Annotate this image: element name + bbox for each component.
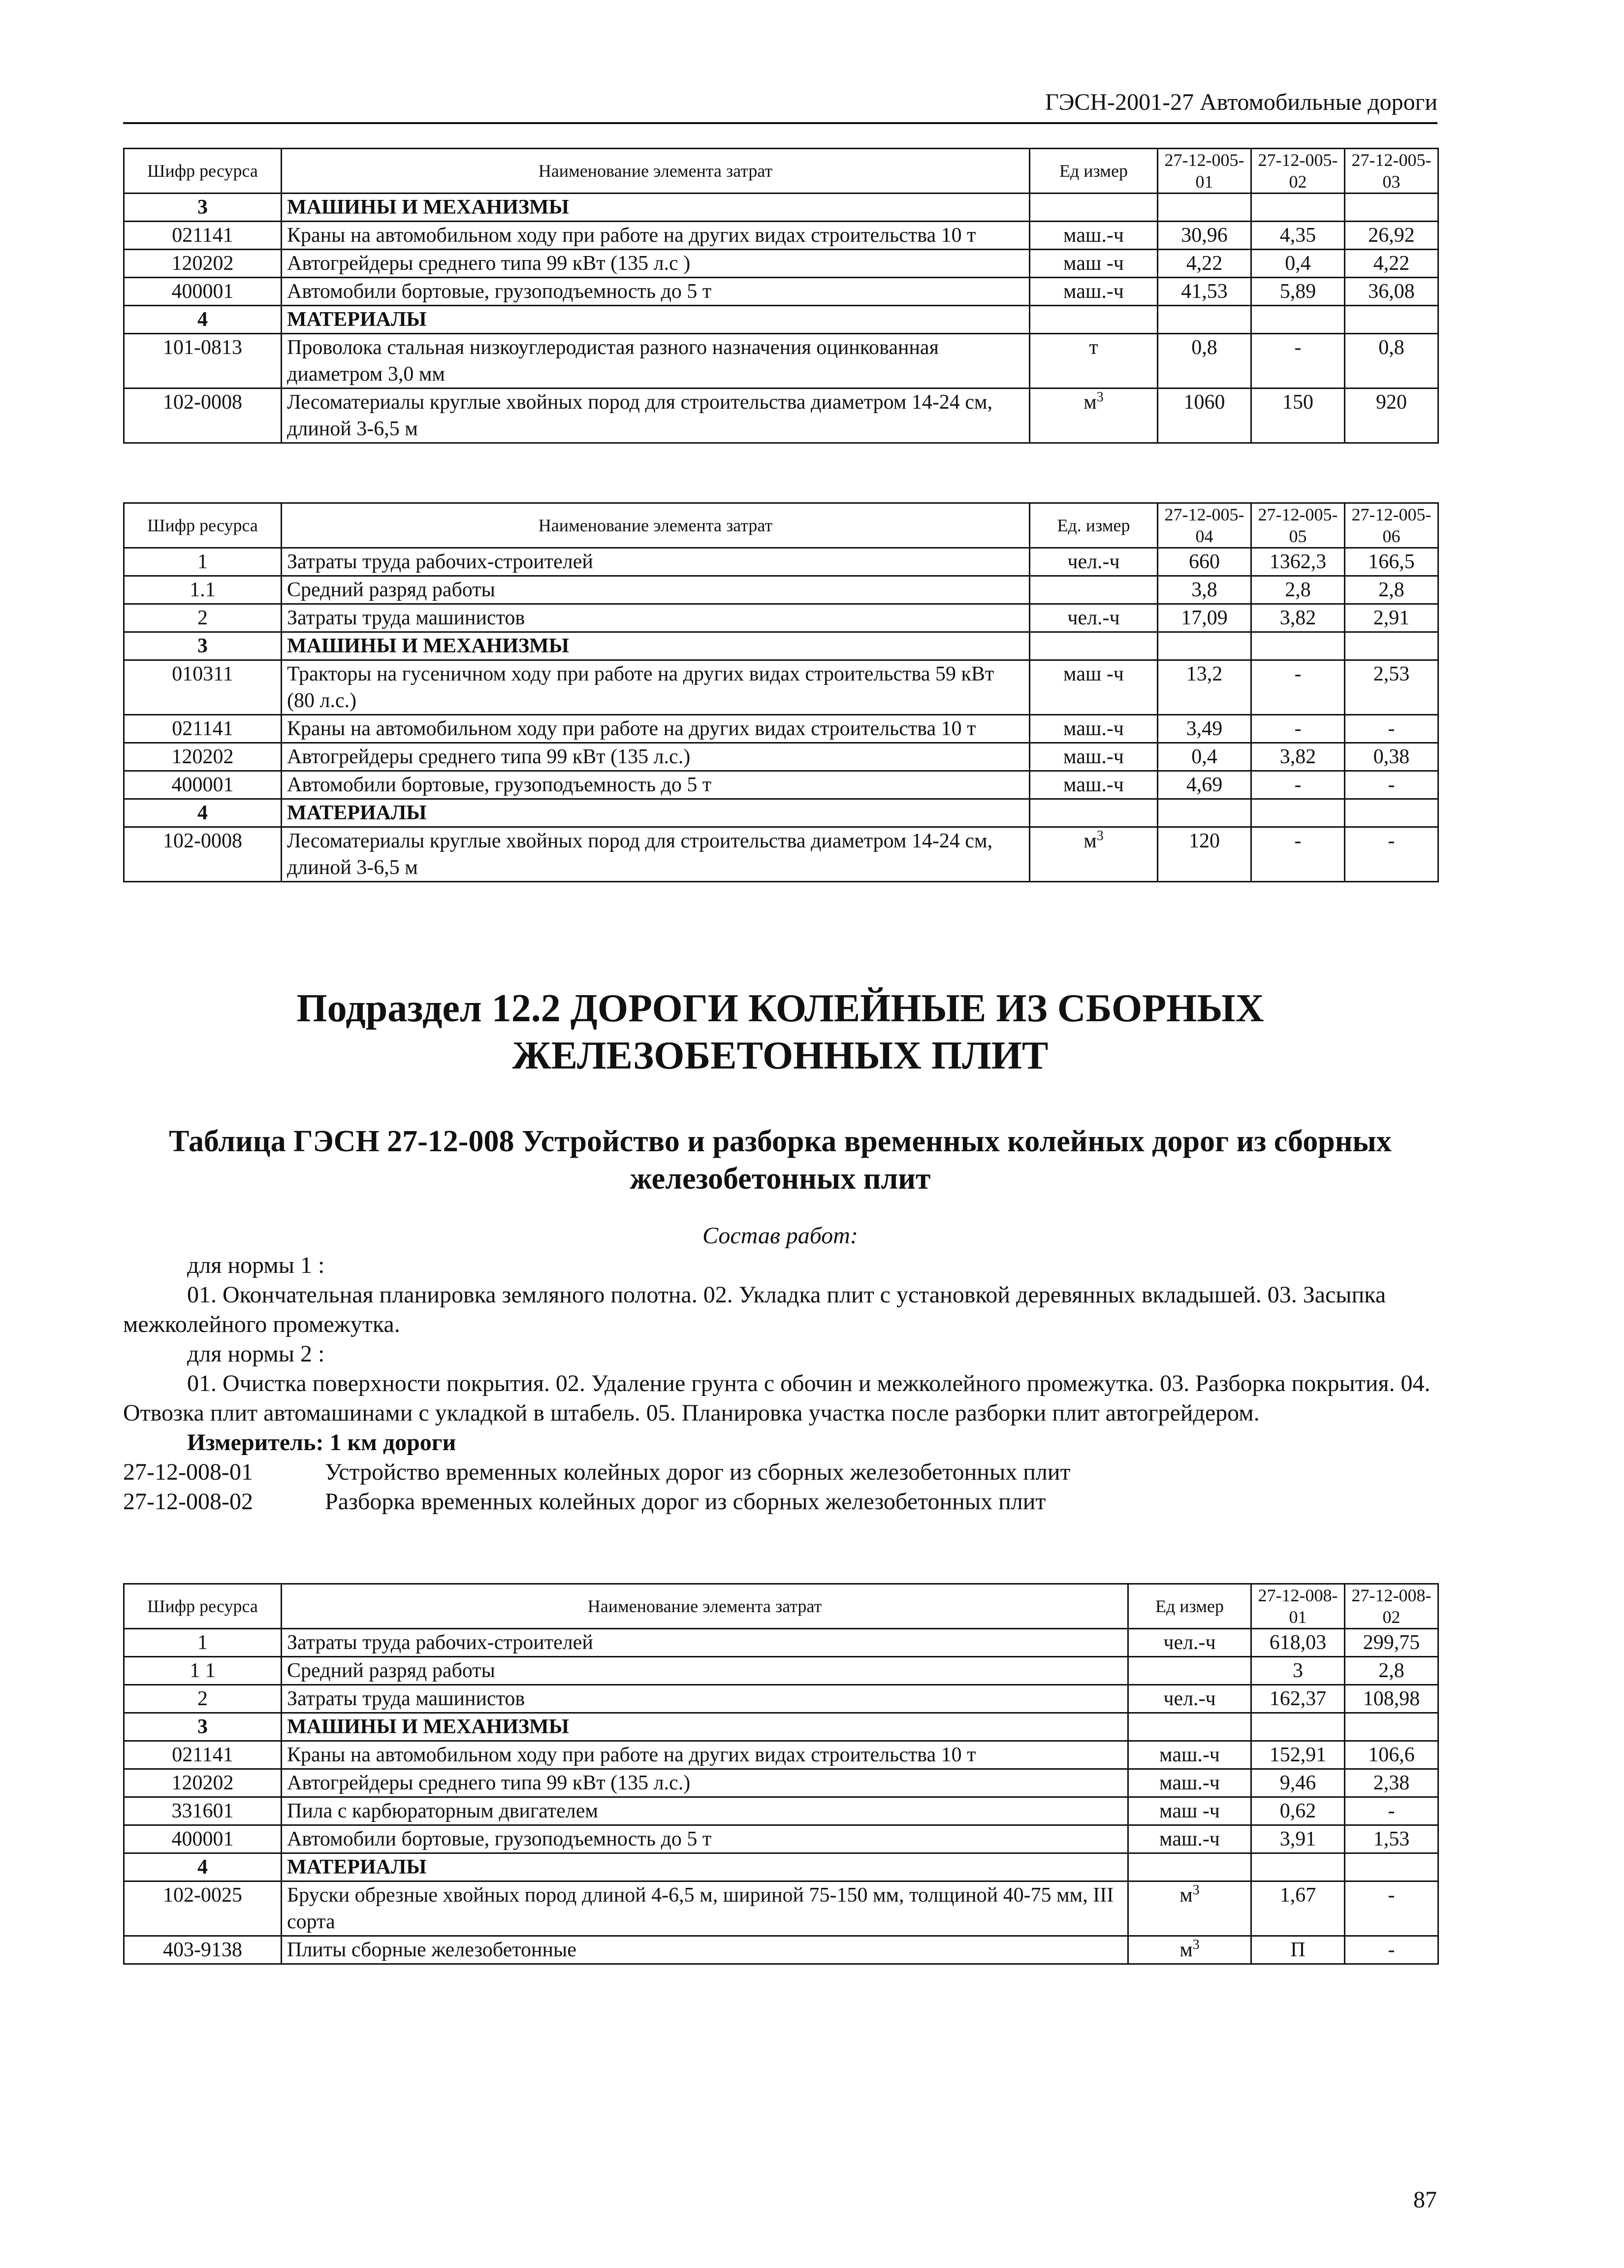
value-cell: - [1345, 1881, 1438, 1936]
value-cell: 0,4 [1251, 250, 1345, 278]
resource-code: 2 [124, 1685, 282, 1713]
unit-cell [1128, 1713, 1251, 1741]
unit-cell: чел.-ч [1030, 604, 1158, 632]
resource-code: 021141 [124, 1741, 282, 1769]
value-cell: 3,8 [1158, 576, 1251, 604]
resource-code: 102-0025 [124, 1881, 282, 1936]
value-cell: - [1251, 715, 1345, 743]
value-cell [1345, 799, 1438, 827]
value-cell [1158, 799, 1251, 827]
value-cell [1158, 632, 1251, 660]
value-cell: 3,82 [1251, 743, 1345, 771]
unit-cell [1030, 632, 1158, 660]
value-cell: 108,98 [1345, 1685, 1438, 1713]
value-cell: - [1345, 1797, 1438, 1825]
value-cell: 3,91 [1251, 1825, 1345, 1853]
table-title: Таблица ГЭСН 27-12-008 Устройство и разборка временных колейных дорог из сборных железобетонных плит [169, 1125, 1392, 1196]
table-row [124, 1629, 1438, 1657]
resource-code: 400001 [124, 278, 282, 306]
value-cell: 17,09 [1158, 604, 1251, 632]
resource-name: Затраты труда машинистов [282, 1685, 1128, 1713]
resource-name: Автогрейдеры среднего типа 99 кВт (135 л.с.) [282, 743, 1030, 771]
page-header [123, 88, 1437, 124]
table-row [124, 1741, 1438, 1769]
table-row [124, 1769, 1438, 1797]
resource-code: 2 [124, 604, 282, 632]
value-cell: 660 [1158, 548, 1251, 576]
table-row [124, 604, 1438, 632]
norm2-label: для нормы 2 : [187, 1341, 325, 1367]
value-cell [1251, 1853, 1345, 1881]
measurer: Измеритель: 1 км дороги [187, 1429, 456, 1456]
resource-code: 4 [124, 306, 282, 334]
unit-cell [1030, 799, 1158, 827]
resource-code: 102-0008 [124, 389, 282, 443]
value-cell: 0,62 [1251, 1797, 1345, 1825]
composition-title: Состав работ: [702, 1223, 858, 1249]
value-cell: 1060 [1158, 389, 1251, 443]
unit-cell: маш.-ч [1030, 743, 1158, 771]
resource-table-005-04-06 [123, 502, 1439, 882]
header-row [124, 503, 1438, 548]
table-row [124, 222, 1438, 250]
table-row [124, 250, 1438, 278]
resource-name: Лесоматериалы круглые хвойных пород для строительства диаметром 14-24 см, длиной 3-6,5 м [282, 827, 1030, 882]
unit-cell: маш.-ч [1030, 222, 1158, 250]
header-unit: Ед. измер [1030, 503, 1158, 548]
table-row [124, 1936, 1438, 1964]
header-name: Наименование элемента затрат [282, 503, 1030, 548]
value-cell: 4,35 [1251, 222, 1345, 250]
value-cell: 166,5 [1345, 548, 1438, 576]
value-cell [1251, 306, 1345, 334]
table-row [124, 660, 1438, 715]
value-cell: 0,38 [1345, 743, 1438, 771]
unit-cell: $м^3$ [1128, 1881, 1251, 1936]
value-cell: 4,69 [1158, 771, 1251, 799]
value-cell: - [1251, 660, 1345, 715]
value-cell: 162,37 [1251, 1685, 1345, 1713]
unit-cell: т [1030, 334, 1158, 389]
unit-cell: $м^3$ [1128, 1936, 1251, 1964]
value-cell: 26,92 [1345, 222, 1438, 250]
header-norm-code: 27-12-005-02 [1251, 149, 1345, 194]
header-row [124, 1584, 1438, 1629]
value-cell: - [1345, 771, 1438, 799]
resource-name: Плиты сборные железобетонные [282, 1936, 1128, 1964]
value-cell: 150 [1251, 389, 1345, 443]
resource-code: 120202 [124, 743, 282, 771]
resource-code: 102-0008 [124, 827, 282, 882]
unit-cell: маш.-ч [1128, 1825, 1251, 1853]
resource-name: Пила с карбюраторным двигателем [282, 1797, 1128, 1825]
value-cell: - [1251, 827, 1345, 882]
resource-name: Автогрейдеры среднего типа 99 кВт (135 л.с ) [282, 250, 1030, 278]
value-cell: 3,49 [1158, 715, 1251, 743]
value-cell: - [1345, 715, 1438, 743]
resource-name: Затраты труда рабочих-строителей [282, 548, 1030, 576]
resource-code: 021141 [124, 222, 282, 250]
unit-cell: маш.-ч [1128, 1741, 1251, 1769]
value-cell [1251, 1713, 1345, 1741]
value-cell: 1,53 [1345, 1825, 1438, 1853]
value-cell: 3,82 [1251, 604, 1345, 632]
value-cell: 2,53 [1345, 660, 1438, 715]
value-cell: 0,8 [1158, 334, 1251, 389]
norm-text: Устройство временных колейных дорог из сборных железобетонных плит [325, 1459, 1071, 1485]
table-row [124, 743, 1438, 771]
page-number: 87 [1413, 2187, 1437, 2213]
resource-name: МАТЕРИАЛЫ [282, 306, 1030, 334]
value-cell [1345, 632, 1438, 660]
unit-cell: маш.-ч [1128, 1769, 1251, 1797]
unit-cell [1030, 194, 1158, 222]
resource-name: Краны на автомобильном ходу при работе на других видах строительства 10 т [282, 715, 1030, 743]
resource-code: 1 [124, 548, 282, 576]
header-name: Наименование элемента затрат [282, 149, 1030, 194]
resource-name: Бруски обрезные хвойных пород длиной 4-6,5 м, шириной 75-150 мм, толщиной 40-75 мм, III сорта [282, 1881, 1128, 1936]
table-row [124, 1825, 1438, 1853]
header-norm-code: 27-12-005-01 [1158, 149, 1251, 194]
norm-item [123, 1458, 1437, 1487]
resource-code: 400001 [124, 771, 282, 799]
value-cell: - [1345, 827, 1438, 882]
unit-cell [1128, 1853, 1251, 1881]
resource-code: 331601 [124, 1797, 282, 1825]
table-row [124, 1881, 1438, 1936]
table-row [124, 576, 1438, 604]
value-cell [1158, 194, 1251, 222]
resource-code: 403-9138 [124, 1936, 282, 1964]
section-row [124, 799, 1438, 827]
table-row [124, 334, 1438, 389]
resource-code: 1.1 [124, 576, 282, 604]
unit-cell: чел.-ч [1128, 1685, 1251, 1713]
value-cell: 2,8 [1345, 576, 1438, 604]
header-norm-code: 27-12-008-01 [1251, 1584, 1345, 1629]
norm-text: Разборка временных колейных дорог из сборных железобетонных плит [325, 1489, 1046, 1515]
resource-name: Затраты труда машинистов [282, 604, 1030, 632]
norm1-text: 01. Окончательная планировка земляного полотна. 02. Укладка плит с установкой деревянных вкладышей. 03. Засыпка межколейного промежутка. [123, 1282, 1386, 1337]
value-cell: 41,53 [1158, 278, 1251, 306]
resource-name: Проволока стальная низкоуглеродистая разного назначения оцинкованная диаметром 3,0 мм [282, 334, 1030, 389]
table-row [124, 278, 1438, 306]
header-code: Шифр ресурса [124, 1584, 282, 1629]
resource-name: Средний разряд работы [282, 576, 1030, 604]
header-norm-code: 27-12-005-03 [1345, 149, 1438, 194]
header-name: Наименование элемента затрат [282, 1584, 1128, 1629]
table-row [124, 1657, 1438, 1685]
unit-cell [1030, 306, 1158, 334]
resource-name: МАТЕРИАЛЫ [282, 1853, 1128, 1881]
value-cell: - [1345, 1936, 1438, 1964]
resource-name: Автогрейдеры среднего типа 99 кВт (135 л.с.) [282, 1769, 1128, 1797]
resource-code: 3 [124, 632, 282, 660]
resource-code: 120202 [124, 1769, 282, 1797]
value-cell: 9,46 [1251, 1769, 1345, 1797]
value-cell: 5,89 [1251, 278, 1345, 306]
unit-cell: $м^3$ [1030, 827, 1158, 882]
value-cell [1345, 194, 1438, 222]
section-row [124, 1853, 1438, 1881]
value-cell: 30,96 [1158, 222, 1251, 250]
norm1-label: для нормы 1 : [187, 1252, 325, 1278]
table-row [124, 715, 1438, 743]
resource-name: Автомобили бортовые, грузоподъемность до 5 т [282, 278, 1030, 306]
table-row [124, 1685, 1438, 1713]
unit-cell: $м^3$ [1030, 389, 1158, 443]
value-cell: 13,2 [1158, 660, 1251, 715]
value-cell: 1,67 [1251, 1881, 1345, 1936]
work-composition [123, 1221, 1437, 1517]
value-cell: П [1251, 1936, 1345, 1964]
resource-code: 1 [124, 1629, 282, 1657]
header-code: Шифр ресурса [124, 149, 282, 194]
unit-cell: маш -ч [1030, 250, 1158, 278]
resource-name: Автомобили бортовые, грузоподъемность до 5 т [282, 771, 1030, 799]
resource-code: 010311 [124, 660, 282, 715]
norm-code: 27-12-008-02 [123, 1489, 253, 1515]
resource-code: 120202 [124, 250, 282, 278]
value-cell: - [1251, 334, 1345, 389]
unit-cell: чел.-ч [1030, 548, 1158, 576]
value-cell: 0,8 [1345, 334, 1438, 389]
value-cell [1158, 306, 1251, 334]
value-cell: 4,22 [1158, 250, 1251, 278]
value-cell: 4,22 [1345, 250, 1438, 278]
section-row [124, 632, 1438, 660]
value-cell: - [1251, 771, 1345, 799]
resource-table-008 [123, 1583, 1439, 1965]
value-cell [1345, 1853, 1438, 1881]
norm2-text: 01. Очистка поверхности покрытия. 02. Удаление грунта с обочин и межколейного промежутка. 03. Разборка покрытия. 04. Отвозка плит автомашинами с укладкой в штабель. 05. Планировка участка после разборки плит автогрейдером. [123, 1370, 1431, 1426]
value-cell: 0,4 [1158, 743, 1251, 771]
value-cell [1345, 306, 1438, 334]
resource-code: 3 [124, 1713, 282, 1741]
section-row [124, 194, 1438, 222]
value-cell: 152,91 [1251, 1741, 1345, 1769]
table-row [124, 548, 1438, 576]
resource-code: 021141 [124, 715, 282, 743]
value-cell: 2,91 [1345, 604, 1438, 632]
resource-name: МАШИНЫ И МЕХАНИЗМЫ [282, 194, 1030, 222]
value-cell [1345, 1713, 1438, 1741]
value-cell: 920 [1345, 389, 1438, 443]
unit-cell [1030, 576, 1158, 604]
header-code: Шифр ресурса [124, 503, 282, 548]
resource-code: 4 [124, 1853, 282, 1881]
subsection-title: Подраздел 12.2 ДОРОГИ КОЛЕЙНЫЕ ИЗ СБОРНЫХ ЖЕЛЕЗОБЕТОННЫХ ПЛИТ [296, 987, 1264, 1077]
unit-cell: маш -ч [1128, 1797, 1251, 1825]
resource-name: МАТЕРИАЛЫ [282, 799, 1030, 827]
header-norm-code: 27-12-005-06 [1345, 503, 1438, 548]
resource-name: Тракторы на гусеничном ходу при работе на других видах строительства 59 кВт (80 л.с.) [282, 660, 1030, 715]
unit-cell: чел.-ч [1128, 1629, 1251, 1657]
value-cell: 2,38 [1345, 1769, 1438, 1797]
value-cell: 120 [1158, 827, 1251, 882]
unit-cell: маш.-ч [1030, 278, 1158, 306]
value-cell: 299,75 [1345, 1629, 1438, 1657]
value-cell: 618,03 [1251, 1629, 1345, 1657]
resource-name: МАШИНЫ И МЕХАНИЗМЫ [282, 632, 1030, 660]
unit-cell: маш -ч [1030, 660, 1158, 715]
resource-name: Автомобили бортовые, грузоподъемность до 5 т [282, 1825, 1128, 1853]
header-row [124, 149, 1438, 194]
resource-name: Затраты труда рабочих-строителей [282, 1629, 1128, 1657]
value-cell [1251, 799, 1345, 827]
header-unit: Ед измер [1030, 149, 1158, 194]
value-cell: 1362,3 [1251, 548, 1345, 576]
table-row [124, 389, 1438, 443]
header-unit: Ед измер [1128, 1584, 1251, 1629]
table-row [124, 1797, 1438, 1825]
resource-code: 3 [124, 194, 282, 222]
norm-item [123, 1487, 1437, 1517]
table-row [124, 771, 1438, 799]
header-norm-code: 27-12-005-04 [1158, 503, 1251, 548]
resource-name: Краны на автомобильном ходу при работе на других видах строительства 10 т [282, 1741, 1128, 1769]
table-row [124, 827, 1438, 882]
header-norm-code: 27-12-005-05 [1251, 503, 1345, 548]
resource-table-005-01-03 [123, 148, 1439, 444]
unit-cell: маш.-ч [1030, 715, 1158, 743]
value-cell [1251, 632, 1345, 660]
resource-code: 101-0813 [124, 334, 282, 389]
resource-name: Краны на автомобильном ходу при работе на других видах строительства 10 т [282, 222, 1030, 250]
resource-code: 400001 [124, 1825, 282, 1853]
value-cell: 3 [1251, 1657, 1345, 1685]
resource-name: Средний разряд работы [282, 1657, 1128, 1685]
resource-code: 1 1 [124, 1657, 282, 1685]
resource-code: 4 [124, 799, 282, 827]
header-norm-code: 27-12-008-02 [1345, 1584, 1438, 1629]
document-title: ГЭСН-2001-27 Автомобильные дороги [1045, 89, 1437, 115]
value-cell [1251, 194, 1345, 222]
value-cell: 36,08 [1345, 278, 1438, 306]
unit-cell: маш.-ч [1030, 771, 1158, 799]
resource-name: МАШИНЫ И МЕХАНИЗМЫ [282, 1713, 1128, 1741]
section-row [124, 306, 1438, 334]
norm-code: 27-12-008-01 [123, 1459, 253, 1485]
value-cell: 2,8 [1345, 1657, 1438, 1685]
resource-name: Лесоматериалы круглые хвойных пород для строительства диаметром 14-24 см, длиной 3-6,5 м [282, 389, 1030, 443]
unit-cell [1128, 1657, 1251, 1685]
value-cell: 106,6 [1345, 1741, 1438, 1769]
value-cell: 2,8 [1251, 576, 1345, 604]
section-row [124, 1713, 1438, 1741]
